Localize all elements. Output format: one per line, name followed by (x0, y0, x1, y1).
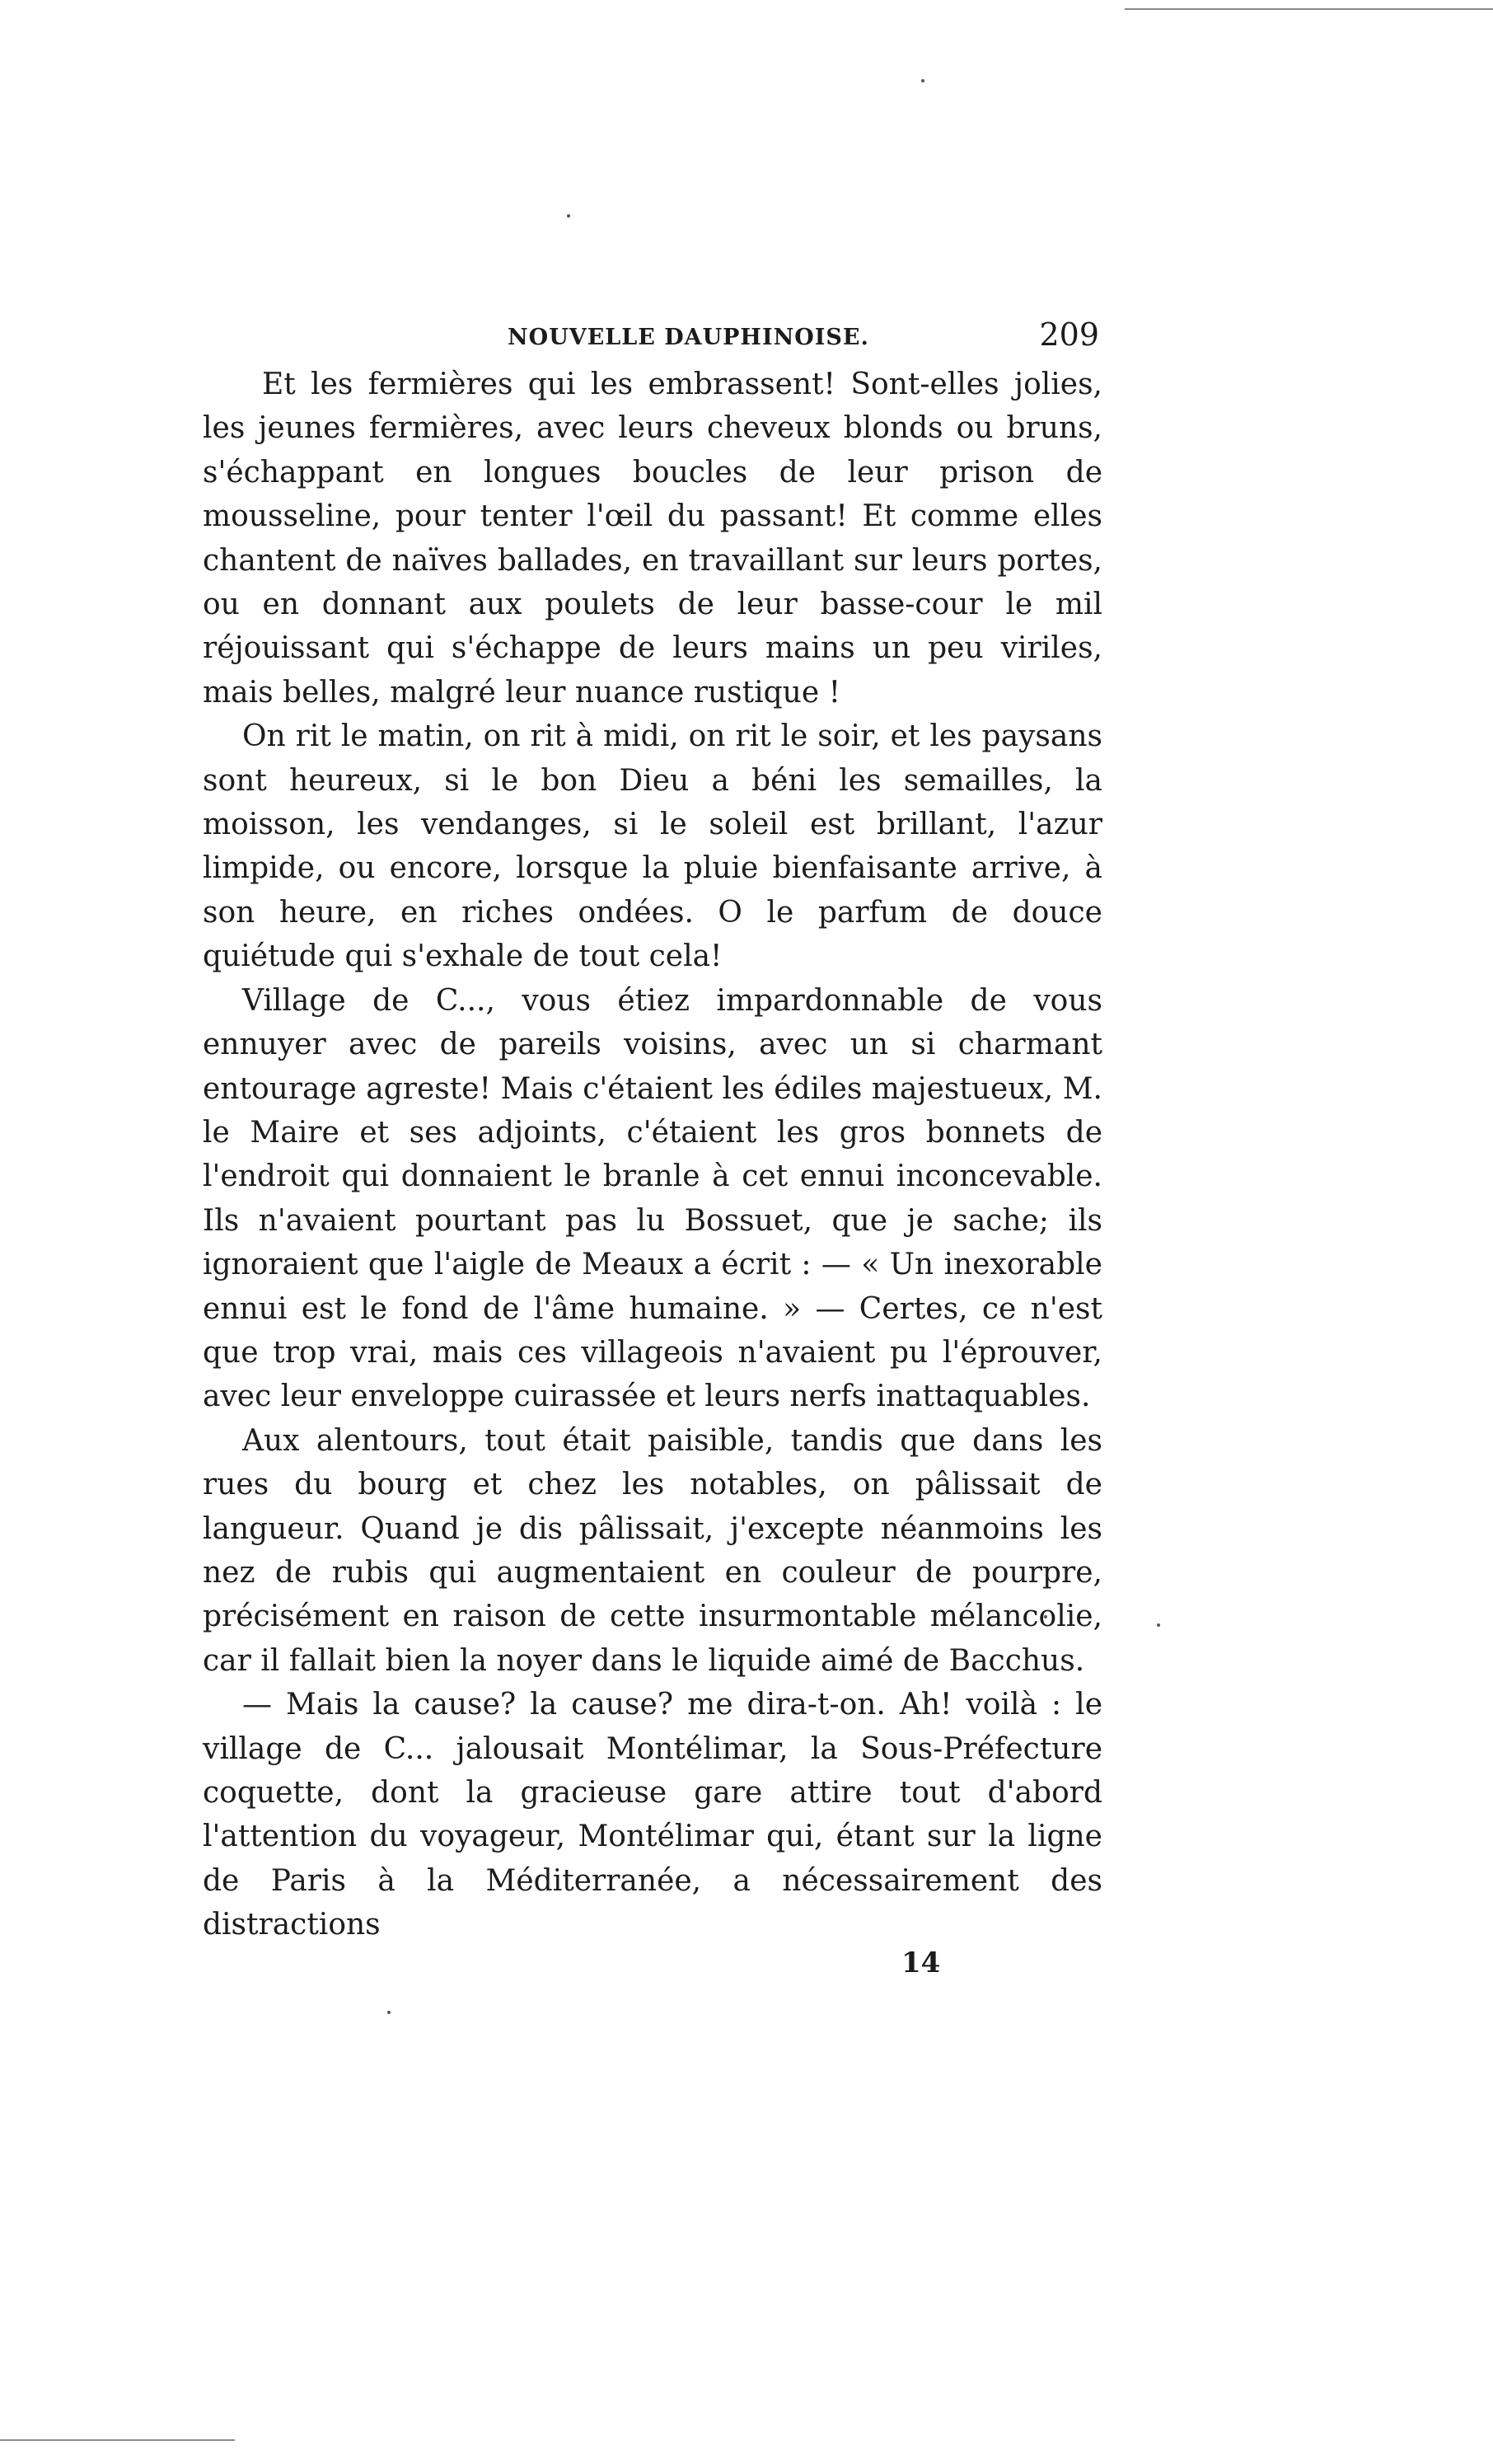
page-number: 209 (1039, 316, 1099, 353)
paragraph: On rit le matin, on rit à midi, on rit le soir, et les paysans sont heureux, si le bon Dieu a béni les semailles, la moisson, les vendanges, si le soleil est brillant, l'azur limpide, ou encore, lorsque la pluie bienfaisante arrive, à son heure, en riches ondées. O le parfum de douce quiétude qui s'exhale de tout cela! (203, 719, 1102, 974)
paper-speck (567, 214, 570, 218)
signature-mark: 14 (901, 1946, 941, 1979)
paragraph: Et les fermières qui les embrassent! Sont-elles jolies, les jeunes fermières, avec leurs cheveux blonds ou bruns, s'échappant en longues boucles de leur prison de mousseline, pour tenter l'œil du passant! Et comme elles chantent de naïves ballades, en travaillant sur leurs portes, ou en donnant aux poulets de leur basse-cour le mil réjouissant qui s'échappe de leurs mains un peu viriles, mais belles, malgré leur nuance rustique ! (203, 368, 1102, 710)
page-header (213, 316, 1099, 359)
running-title: NOUVELLE DAUPHINOISE. (508, 325, 869, 350)
paper-speck (921, 79, 924, 82)
paragraph: Aux alentours, tout était paisible, tandis que dans les rues du bourg et chez les notables, on pâlissait de langueur. Quand je dis pâlissait, j'excepte néanmoins les nez de rubis qui augmentaient en couleur de pourpre, précisément en raison de cette insurmontable mélancolie, car il fallait bien la noyer dans le liquide aimé de Bacchus. (203, 1423, 1102, 1678)
paragraph: — Mais la cause? la cause? me dira-t-on. Ah! voilà : le village de C... jalousait Montélimar, la Sous-Préfecture coquette, dont la gracieuse gare attire tout d'abord l'attention du voyageur, Montélimar qui, étant sur la ligne de Paris à la Méditerranée, a nécessairement des distractions (203, 1688, 1102, 1942)
scan-edge-rule-top (1125, 8, 1493, 10)
paragraph: Village de C..., vous étiez impardonnable de vous ennuyer avec de pareils voisins, avec un si charmant entourage agreste! Mais c'étaient les édiles majestueux, M. le Maire et ses adjoints, c'étaient les gros bonnets de l'endroit qui donnaient le branle à cet ennui inconcevable. Ils n'avaient pourtant pas lu Bossuet, que je sache; ils ignoraient que l'aigle de Meaux a écrit : — « Un inexorable ennui est le fond de l'âme humaine. » — Certes, ce n'est que trop vrai, mais ces villageois n'avaient pu l'éprouver, avec leur enveloppe cuirassée et leurs nerfs inattaquables. (203, 983, 1102, 1414)
body-text (203, 363, 1102, 1947)
paper-speck (387, 2011, 391, 2014)
scan-edge-rule-bottom (0, 2439, 235, 2441)
paper-speck (1157, 1623, 1160, 1627)
